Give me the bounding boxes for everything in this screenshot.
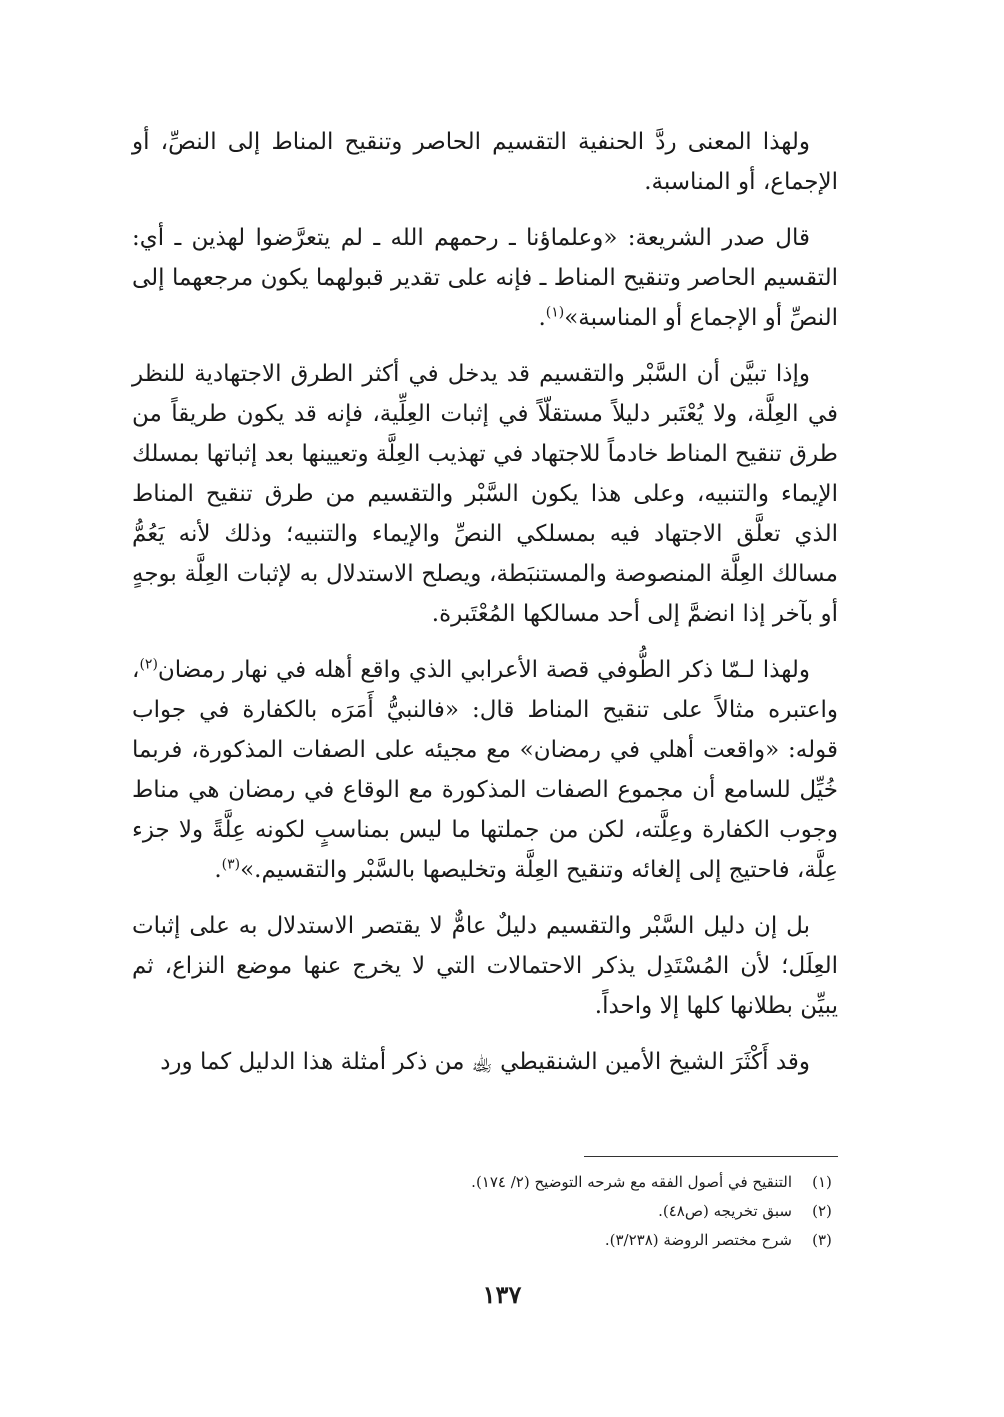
main-text	[132, 122, 838, 1082]
paragraph-5	[132, 906, 838, 1026]
footnote-text: شرح مختصر الروضة (٣/٢٣٨).	[604, 1231, 792, 1249]
footnote-text: سبق تخريجه (ص٤٨).	[658, 1202, 792, 1220]
footnote-mark: (٢)	[812, 1202, 832, 1220]
paragraph-text: ولهذا لـمّا ذكر الطُّوفي قصة الأعرابي الذي واقع أهله في نهار رمضان	[157, 657, 810, 683]
paragraph-1	[132, 122, 838, 202]
paragraph-2	[132, 218, 838, 338]
paragraph-text: .	[214, 857, 222, 883]
page-number: ١٣٧	[482, 1280, 522, 1309]
footnote-text: التنقيح في أصول الفقه مع شرحه التوضيح (٢/ ١٧٤).	[471, 1173, 792, 1191]
paragraph-6	[132, 1042, 838, 1082]
paragraph-text: بل إن دليل السَّبْر والتقسيم دليلٌ عامٌّ لا يقتصر الاستدلال به على إثبات العِلَل؛ لأن المُسْتَدِل يذكر الاحتمالات التي لا يخرج عنها موضع النزاع، ثم يبيِّن بطلانها كلها إلا واحداً.	[132, 913, 838, 1019]
footnote-item	[132, 1168, 838, 1197]
footnote-divider	[584, 1156, 838, 1157]
footnotes	[132, 1168, 838, 1255]
paragraph-4	[132, 650, 838, 890]
footnote-mark: (١)	[812, 1173, 832, 1191]
footnote-item	[132, 1197, 838, 1226]
paragraph-text: .	[538, 305, 546, 331]
paragraph-text: ولهذا المعنى ردَّ الحنفية التقسيم الحاصر وتنقيح المناط إلى النصِّ، أو الإجماع، أو المناسبة.	[132, 129, 838, 195]
paragraph-text: وإذا تبيَّن أن السَّبْر والتقسيم قد يدخل في أكثر الطرق الاجتهادية للنظر في العِلَّة، ولا يُعْتَبر دليلاً مستقلّاً في إثبات العِلِّية، فإنه قد يكون طريقاً من طرق تنقيح المناط خادماً للاجتهاد في تهذيب العِلَّة وتعيينها بعد إثباتها بمسلك الإيماء والتنبيه، وعلى هذا يكون السَّبْر والتقسيم من طرق تنقيح المناط الذي تعلَّق الاجتهاد فيه بمسلكي النصِّ والإيماء والتنبيه؛ وذلك لأنه يَعُمُّ مسالك العِلَّة المنصوصة والمستنبَطة، ويصلح الاستدلال به لإثبات العِلَّة بوجهٍ أو بآخر إذا انضمَّ إلى أحد مسالكها المُعْتَبرة.	[132, 361, 838, 627]
footnote-ref[interactable]: (٣)	[221, 856, 241, 873]
footnote-mark: (٣)	[812, 1231, 832, 1249]
paragraph-text: وقد أَكْثَرَ الشيخ الأمين الشنقيطي ﵀ من ذكر أمثلة هذا الدليل كما ورد	[160, 1049, 810, 1075]
footnote-ref[interactable]: (١)	[545, 304, 565, 321]
footnote-item	[132, 1226, 838, 1255]
paragraph-text: ، واعتبره مثالاً على تنقيح المناط قال: «فالنبيُّ أَمَرَه بالكفارة في جواب قوله: «واقعت أهلي في رمضان» مع مجيئه على الصفات المذكورة، فربما خُيِّل للسامع أن مجموع الصفات المذكورة مع الوقاع في رمضان هي مناط وجوب الكفارة وعِلَّته، لكن من جملتها ما ليس بمناسبٍ لكونه عِلَّةً ولا جزء عِلَّة، فاحتيج إلى إلغائه وتنقيح العِلَّة وتخليصها بالسَّبْر والتقسيم.»	[132, 657, 838, 883]
paragraph-text: قال صدر الشريعة: «وعلماؤنا ـ رحمهم الله ـ لم يتعرَّضوا لهذين ـ أي: التقسيم الحاصر وتنقيح المناط ـ فإنه على تقدير قبولهما يكون مرجعهما إلى النصِّ أو الإجماع أو المناسبة»	[132, 225, 838, 331]
footnote-ref[interactable]: (٢)	[139, 656, 158, 673]
paragraph-3	[132, 354, 838, 634]
